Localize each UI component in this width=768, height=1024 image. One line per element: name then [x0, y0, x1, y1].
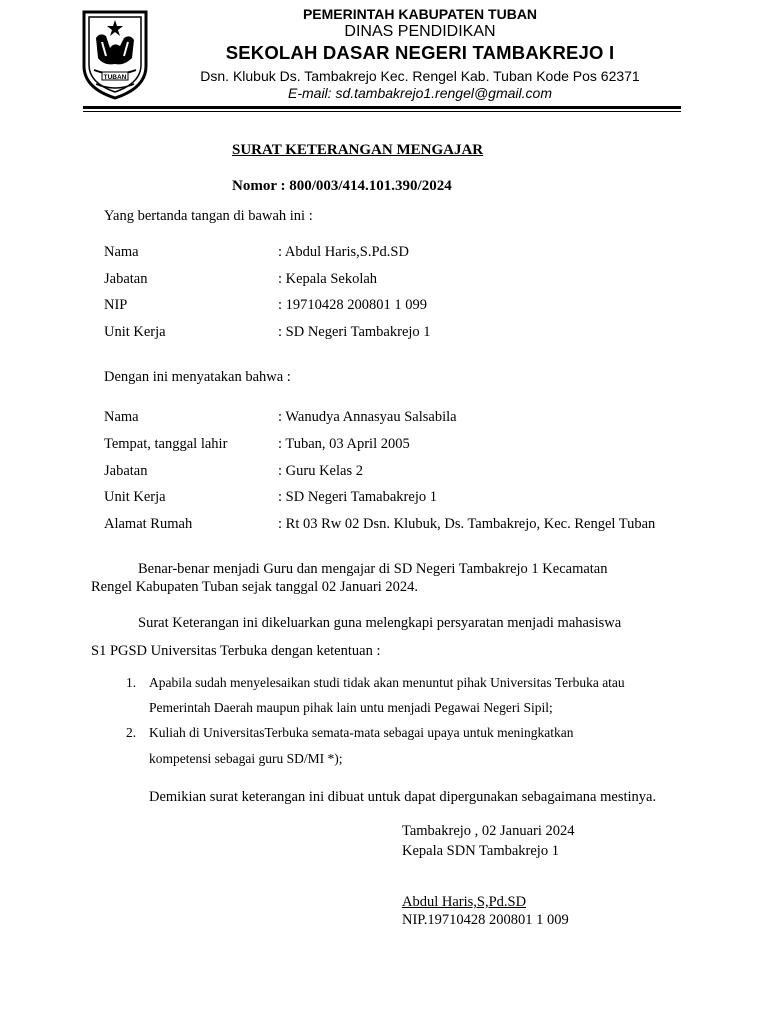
document-number: Nomor : 800/003/414.101.390/2024: [232, 178, 452, 194]
condition-2-line1: Kuliah di UniversitasTerbuka semata-mata sebagai upaya untuk meningkatkan: [149, 725, 574, 740]
condition-1-line2: Pemerintah Daerah maupun pihak lain untu menjadi Pegawai Negeri Sipil;: [149, 700, 553, 715]
signer-position-label: Jabatan: [104, 271, 148, 287]
subject-position-label: Jabatan: [104, 463, 148, 479]
condition-2-line2: kompetensi sebagai guru SD/MI *);: [149, 751, 343, 766]
letterhead-address: Dsn. Klubuk Ds. Tambakrejo Kec. Rengel Kab. Tuban Kode Pos 62371: [200, 68, 640, 84]
paragraph2-line1: Surat Keterangan ini dikeluarkan guna melengkapi persyaratan menjadi mahasiswa: [138, 615, 622, 631]
document-title: SURAT KETERANGAN MENGAJAR: [232, 142, 484, 158]
subject-name-label: Nama: [104, 409, 139, 425]
signer-unit-value: : SD Negeri Tambakrejo 1: [278, 324, 431, 340]
signature-nip: NIP.19710428 200801 1 009: [402, 912, 569, 928]
condition-1-number: 1.: [126, 675, 137, 690]
letterhead-government: PEMERINTAH KABUPATEN TUBAN: [302, 6, 538, 22]
subject-name-value: : Wanudya Annasyau Salsabila: [278, 409, 457, 425]
signature-place-date: Tambakrejo , 02 Januari 2024: [402, 823, 575, 839]
paragraph1-line2: Rengel Kabupaten Tuban sejak tanggal 02 Januari 2024.: [91, 579, 418, 595]
subject-address-label: Alamat Rumah: [104, 516, 193, 532]
signer-nip-label: NIP: [104, 297, 128, 313]
letterhead-divider-thick: [83, 106, 681, 109]
paragraph2-line2: S1 PGSD Universitas Terbuka dengan ketentuan :: [91, 643, 381, 659]
subject-birth-value: : Tuban, 03 April 2005: [278, 436, 410, 452]
intro-text: Yang bertanda tangan di bawah ini :: [104, 208, 313, 224]
letterhead-school: SEKOLAH DASAR NEGERI TAMBAKREJO I: [225, 42, 615, 63]
subject-address-value: : Rt 03 Rw 02 Dsn. Klubuk, Ds. Tambakrejo, Kec. Rengel Tuban: [278, 516, 656, 532]
paragraph1-line1: Benar-benar menjadi Guru dan mengajar di SD Negeri Tambakrejo 1 Kecamatan: [138, 561, 608, 577]
letterhead-email: E-mail: sd.tambakrejo1.rengel@gmail.com: [288, 85, 552, 101]
signature-position: Kepala SDN Tambakrejo 1: [402, 843, 559, 859]
regency-crest-icon: [80, 8, 150, 100]
subject-unit-label: Unit Kerja: [104, 489, 166, 505]
subject-position-value: : Guru Kelas 2: [278, 463, 363, 479]
signer-nip-value: : 19710428 200801 1 099: [278, 297, 428, 313]
signer-name-label: Nama: [104, 244, 139, 260]
letterhead-agency: DINAS PENDIDIKAN: [344, 23, 496, 40]
subject-unit-value: : SD Negeri Tamabakrejo 1: [278, 489, 437, 505]
statement-text: Dengan ini menyatakan bahwa :: [104, 369, 291, 385]
signer-position-value: : Kepala Sekolah: [278, 271, 378, 287]
svg-text:TUBAN: TUBAN: [103, 74, 127, 81]
signature-name: Abdul Haris,S,Pd.SD: [402, 894, 527, 910]
signer-unit-label: Unit Kerja: [104, 324, 166, 340]
signer-name-value: : Abdul Haris,S.Pd.SD: [278, 244, 409, 260]
closing-text: Demikian surat keterangan ini dibuat untuk dapat dipergunakan sebagaimana mestinya.: [149, 789, 657, 805]
subject-birth-label: Tempat, tanggal lahir: [104, 436, 228, 452]
letterhead-divider-thin: [83, 111, 681, 112]
condition-1-line1: Apabila sudah menyelesaikan studi tidak akan menuntut pihak Universitas Terbuka atau: [149, 675, 625, 690]
condition-2-number: 2.: [126, 725, 137, 740]
